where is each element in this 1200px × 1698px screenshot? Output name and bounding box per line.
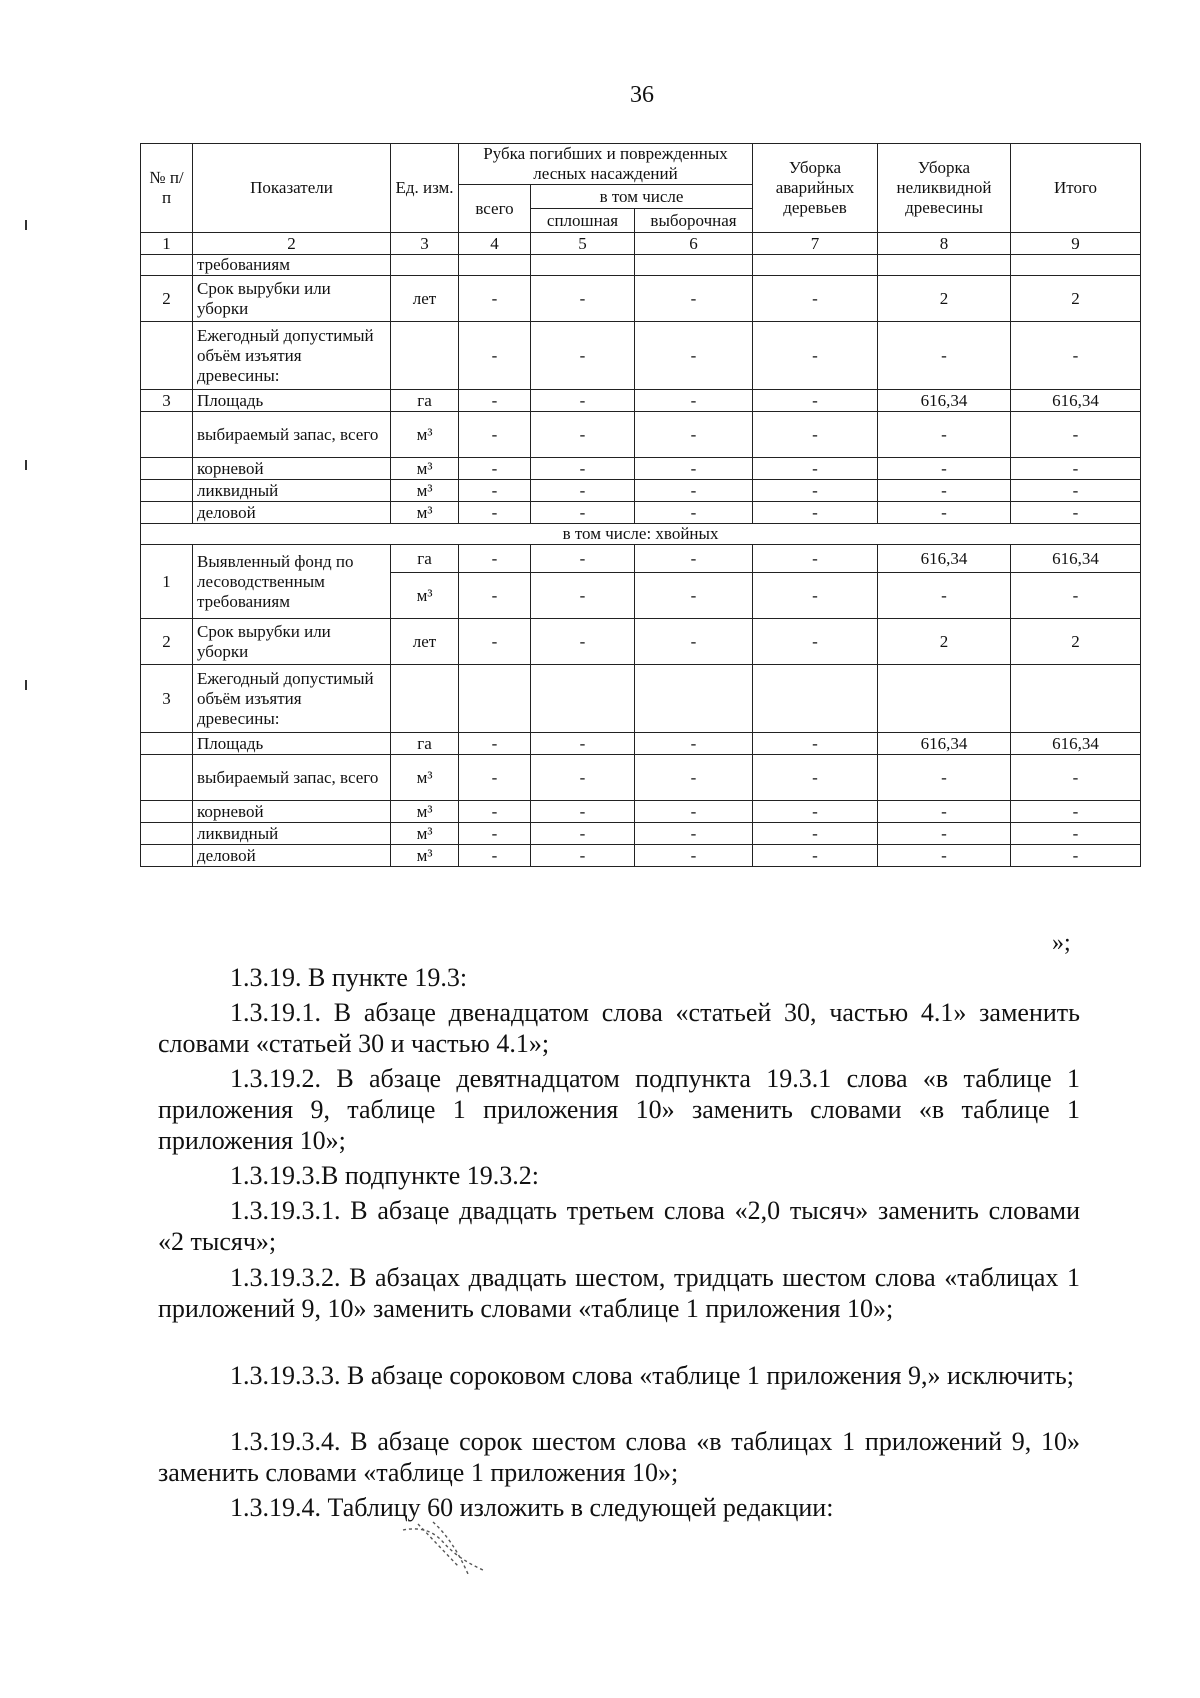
row-label: Ежегодный допустимый объём изъятия древесины: [193,665,391,733]
paragraph-3: 1.3.19.2. В абзаце девятнадцатом подпункта 19.3.1 слова «в таблице 1 приложения 9, таблице 1 приложения 10» заменить словами «в таблице 1 приложения 10»; [158,1064,1080,1155]
row-value: - [531,458,635,480]
row-unit: м³ [391,502,459,524]
header-num: № п/п [141,144,193,233]
row-value: - [753,502,878,524]
row-value: - [753,845,878,867]
row-label: выбираемый запас, всего [193,412,391,458]
row-value: - [753,823,878,845]
row-value: - [531,322,635,390]
forest-indicators-table [140,143,1141,867]
row-unit: м³ [391,573,459,619]
row-value: - [635,845,753,867]
row-value: - [635,733,753,755]
table-row [141,545,1141,573]
row-value: - [753,619,878,665]
table-row [141,823,1141,845]
row-unit: м³ [391,412,459,458]
column-number-7: 7 [753,233,878,255]
row-number [141,412,193,458]
row-value: - [531,545,635,573]
row-value: - [878,823,1011,845]
header-illiquid: Уборка неликвидной древесины [878,144,1011,233]
row-unit [391,255,459,276]
paragraph-6: 1.3.19.3.2. В абзацах двадцать шестом, тридцать шестом слова «таблицах 1 приложений 9, 10» заменить словами «таблице 1 приложения 10»; [158,1263,1080,1323]
row-value: - [459,801,531,823]
row-value: - [753,412,878,458]
row-value: - [459,322,531,390]
row-value: - [1011,573,1141,619]
row-value: - [459,619,531,665]
row-value: - [635,545,753,573]
column-number-1: 1 [141,233,193,255]
row-value: - [635,619,753,665]
row-value: - [459,755,531,801]
row-value [531,255,635,276]
row-label: Срок вырубки или уборки [193,619,391,665]
margin-marks [20,220,40,820]
paragraph-1: 1.3.19. В пункте 19.3: [230,963,468,992]
header-indicators: Показатели [193,144,391,233]
row-unit: лет [391,619,459,665]
row-value: - [753,755,878,801]
row-value: - [531,390,635,412]
header-itogo: Итого [1011,144,1141,233]
row-value: - [878,801,1011,823]
table-row [141,480,1141,502]
row-label: Площадь [193,733,391,755]
row-value: - [753,390,878,412]
row-label: требованиям [193,255,391,276]
table-row [141,390,1141,412]
table-row [141,733,1141,755]
quote-close: »; [1052,930,1071,956]
row-value: - [1011,801,1141,823]
row-number [141,502,193,524]
row-value: - [635,322,753,390]
paragraph-5: 1.3.19.3.1. В абзаце двадцать третьем слова «2,0 тысяч» заменить словами «2 тысяч»; [158,1196,1080,1256]
header-felling: Рубка погибших и поврежденных лесных насаждений [459,144,753,185]
row-value: - [753,573,878,619]
section-label: в том числе: хвойных [141,524,1141,545]
row-value: - [459,412,531,458]
row-unit [391,322,459,390]
row-value: - [531,823,635,845]
row-unit: м³ [391,801,459,823]
row-value: - [753,545,878,573]
table-row [141,255,1141,276]
row-value: - [1011,845,1141,867]
row-value: 2 [1011,619,1141,665]
row-value: - [459,733,531,755]
row-unit: га [391,545,459,573]
row-value [753,665,878,733]
row-value: - [531,619,635,665]
row-unit: га [391,733,459,755]
row-value: - [459,390,531,412]
row-label: ликвидный [193,480,391,502]
row-value: - [531,733,635,755]
row-value: - [531,801,635,823]
row-value: 616,34 [1011,390,1141,412]
row-value: - [635,276,753,322]
row-label: ликвидный [193,823,391,845]
table-row [141,801,1141,823]
table-row [141,322,1141,390]
row-value: 2 [1011,276,1141,322]
row-value: - [459,480,531,502]
row-value: - [459,573,531,619]
row-value: - [1011,755,1141,801]
row-value: - [635,801,753,823]
row-number [141,255,193,276]
row-value: - [635,573,753,619]
header-emergency: Уборка аварийных деревьев [753,144,878,233]
row-label: выбираемый запас, всего [193,755,391,801]
table-row [141,845,1141,867]
row-number [141,755,193,801]
row-label: корневой [193,801,391,823]
row-value [635,255,753,276]
row-value: - [753,458,878,480]
column-number-3: 3 [391,233,459,255]
row-value: - [459,502,531,524]
row-value: - [753,276,878,322]
row-value: - [635,755,753,801]
row-unit: м³ [391,480,459,502]
row-value: - [1011,458,1141,480]
page-number: 36 [630,82,654,108]
row-value [1011,665,1141,733]
row-value: - [1011,823,1141,845]
row-value [753,255,878,276]
row-value: - [1011,480,1141,502]
row-value: - [1011,502,1141,524]
row-value: - [635,412,753,458]
column-number-2: 2 [193,233,391,255]
row-unit: га [391,390,459,412]
row-value: 616,34 [878,390,1011,412]
header-including: в том числе [531,185,753,209]
paragraph-8: 1.3.19.3.4. В абзаце сорок шестом слова «в таблицах 1 приложений 9, 10» заменить словами «таблице 1 приложения 10»; [158,1427,1080,1487]
row-value [878,255,1011,276]
row-value: - [459,458,531,480]
table-row [141,755,1141,801]
table-row [141,619,1141,665]
row-unit: м³ [391,458,459,480]
row-label: Ежегодный допустимый объём изъятия древесины: [193,322,391,390]
row-value: 616,34 [1011,733,1141,755]
header-clear: сплошная [531,209,635,233]
row-value: - [531,276,635,322]
row-number: 3 [141,390,193,412]
row-value: - [878,480,1011,502]
row-value: 2 [878,276,1011,322]
row-value: - [878,845,1011,867]
row-value: - [531,412,635,458]
row-unit: м³ [391,755,459,801]
row-value: - [635,823,753,845]
row-value [531,665,635,733]
header-total-all: всего [459,185,531,233]
row-value: - [878,322,1011,390]
row-number: 3 [141,665,193,733]
row-number: 1 [141,545,193,619]
row-value: - [459,276,531,322]
row-number [141,845,193,867]
row-value: - [531,573,635,619]
row-value: - [635,502,753,524]
row-value: - [531,755,635,801]
column-number-5: 5 [531,233,635,255]
row-number [141,801,193,823]
row-value [878,665,1011,733]
row-value: - [878,573,1011,619]
row-value: - [531,502,635,524]
row-unit: лет [391,276,459,322]
row-number: 2 [141,619,193,665]
header-selective: выборочная [635,209,753,233]
row-value [459,665,531,733]
row-value: - [531,845,635,867]
row-number [141,458,193,480]
paragraph-4: 1.3.19.3.В подпункте 19.3.2: [230,1161,539,1190]
row-value: 616,34 [878,545,1011,573]
row-label: Площадь [193,390,391,412]
paragraph-9: 1.3.19.4. Таблицу 60 изложить в следующей редакции: [230,1493,834,1522]
row-value: 616,34 [1011,545,1141,573]
row-value [635,665,753,733]
row-value: - [635,390,753,412]
pen-scribble [398,1520,518,1580]
row-value: - [878,502,1011,524]
row-value [459,255,531,276]
row-value: - [459,823,531,845]
row-number [141,733,193,755]
row-label: корневой [193,458,391,480]
row-value: - [878,458,1011,480]
row-value: - [878,755,1011,801]
row-value: - [753,322,878,390]
row-label: Срок вырубки или уборки [193,276,391,322]
row-value: - [878,412,1011,458]
paragraph-7: 1.3.19.3.3. В абзаце сороковом слова «таблице 1 приложения 9,» исключить; [230,1361,1074,1390]
row-unit: м³ [391,845,459,867]
row-label: Выявленный фонд по лесоводственным требованиям [193,545,391,619]
column-number-9: 9 [1011,233,1141,255]
table-row [141,412,1141,458]
column-number-8: 8 [878,233,1011,255]
header-unit: Ед. изм. [391,144,459,233]
row-value: - [635,480,753,502]
column-number-4: 4 [459,233,531,255]
row-value [1011,255,1141,276]
table-row [141,502,1141,524]
row-label: деловой [193,502,391,524]
row-number [141,823,193,845]
paragraph-2: 1.3.19.1. В абзаце двенадцатом слова «статьей 30, частью 4.1» заменить словами «статьей 30 и частью 4.1»; [158,998,1080,1058]
row-value: - [459,545,531,573]
row-value: - [635,458,753,480]
table-row [141,458,1141,480]
row-value: - [531,480,635,502]
row-value: - [753,480,878,502]
row-number [141,322,193,390]
row-unit [391,665,459,733]
row-value: 2 [878,619,1011,665]
row-number [141,480,193,502]
row-value: - [753,801,878,823]
row-unit: м³ [391,823,459,845]
column-number-6: 6 [635,233,753,255]
row-number: 2 [141,276,193,322]
row-value: 616,34 [878,733,1011,755]
row-value: - [1011,322,1141,390]
table-row [141,276,1141,322]
row-value: - [753,733,878,755]
row-value: - [459,845,531,867]
row-value: - [1011,412,1141,458]
row-label: деловой [193,845,391,867]
table-row [141,665,1141,733]
